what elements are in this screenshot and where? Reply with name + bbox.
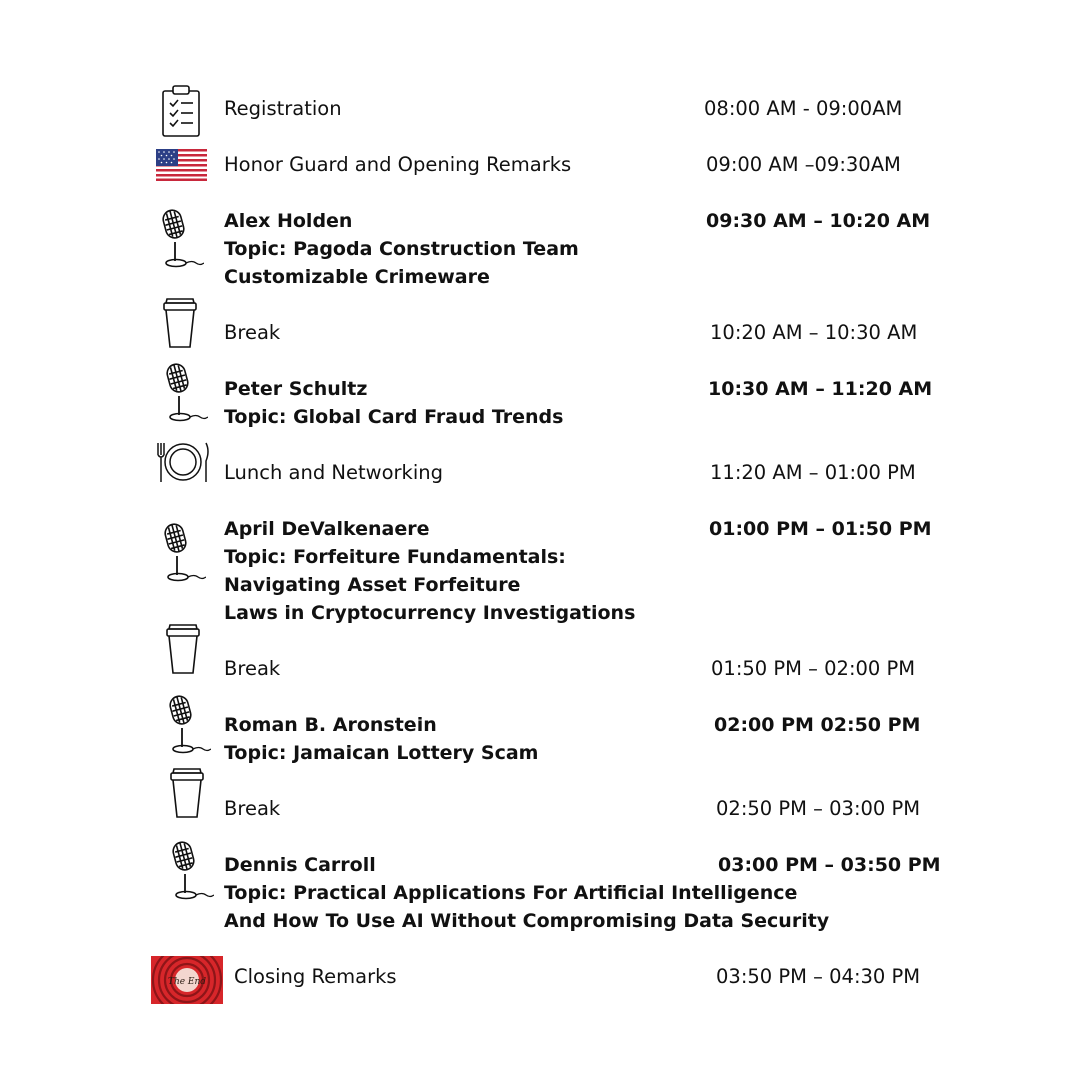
speaker-name: April DeValkenaere [224,518,430,540]
topic-line: Customizable Crimeware [224,266,490,288]
item-label: Break [224,797,281,820]
item-time: 09:30 AM – 10:20 AM [706,210,931,232]
microphone-icon [160,360,208,424]
item-label: Break [224,321,281,344]
speaker-name: Alex Holden [224,210,353,232]
item-label: Honor Guard and Opening Remarks [224,153,572,176]
item-time: 03:50 PM – 04:30 PM [716,965,921,988]
topic-line: Topic: Jamaican Lottery Scam [224,742,539,764]
item-time: 10:30 AM – 11:20 AM [708,378,933,400]
microphone-icon [156,206,204,270]
topic-line: Topic: Global Card Fraud Trends [224,406,564,428]
item-time: 02:50 PM – 03:00 PM [716,797,921,820]
topic-line: Laws in Cryptocurrency Investigations [224,602,636,624]
microphone-icon [166,838,214,902]
the-end-badge-text: The End [167,977,207,987]
item-time: 01:50 PM – 02:00 PM [711,657,916,680]
topic-line: Navigating Asset Forfeiture [224,574,521,596]
the-end-badge-icon [151,956,223,1004]
microphone-icon [158,520,206,584]
item-time: 01:00 PM – 01:50 PM [709,518,932,540]
speaker-name: Roman B. Aronstein [224,714,437,736]
speaker-name: Dennis Carroll [224,854,376,876]
coffee-cup-icon [167,766,207,820]
topic-line: Topic: Pagoda Construction Team [224,238,579,260]
item-time: 08:00 AM - 09:00AM [704,97,903,120]
item-time: 11:20 AM – 01:00 PM [710,461,916,484]
item-label: Break [224,657,281,680]
microphone-icon [163,692,211,756]
item-time: 09:00 AM –09:30AM [706,153,901,176]
topic-line: Topic: Forfeiture Fundamentals: [224,546,566,568]
us-flag-icon [156,149,207,181]
speaker-name: Peter Schultz [224,378,368,400]
coffee-cup-icon [160,296,200,350]
item-label: Lunch and Networking [224,461,443,484]
coffee-cup-icon [163,622,203,676]
clipboard-checklist-icon [160,84,202,138]
topic-line: And How To Use AI Without Compromising Data Security [224,910,830,932]
item-time: 10:20 AM – 10:30 AM [710,321,918,344]
topic-line: Topic: Practical Applications For Artificial Intelligence [224,882,798,904]
item-time: 02:00 PM 02:50 PM [714,714,921,736]
item-label: Registration [224,97,342,120]
item-time: 03:00 PM – 03:50 PM [718,854,941,876]
item-label: Closing Remarks [234,965,397,988]
plate-fork-knife-icon [155,440,211,484]
